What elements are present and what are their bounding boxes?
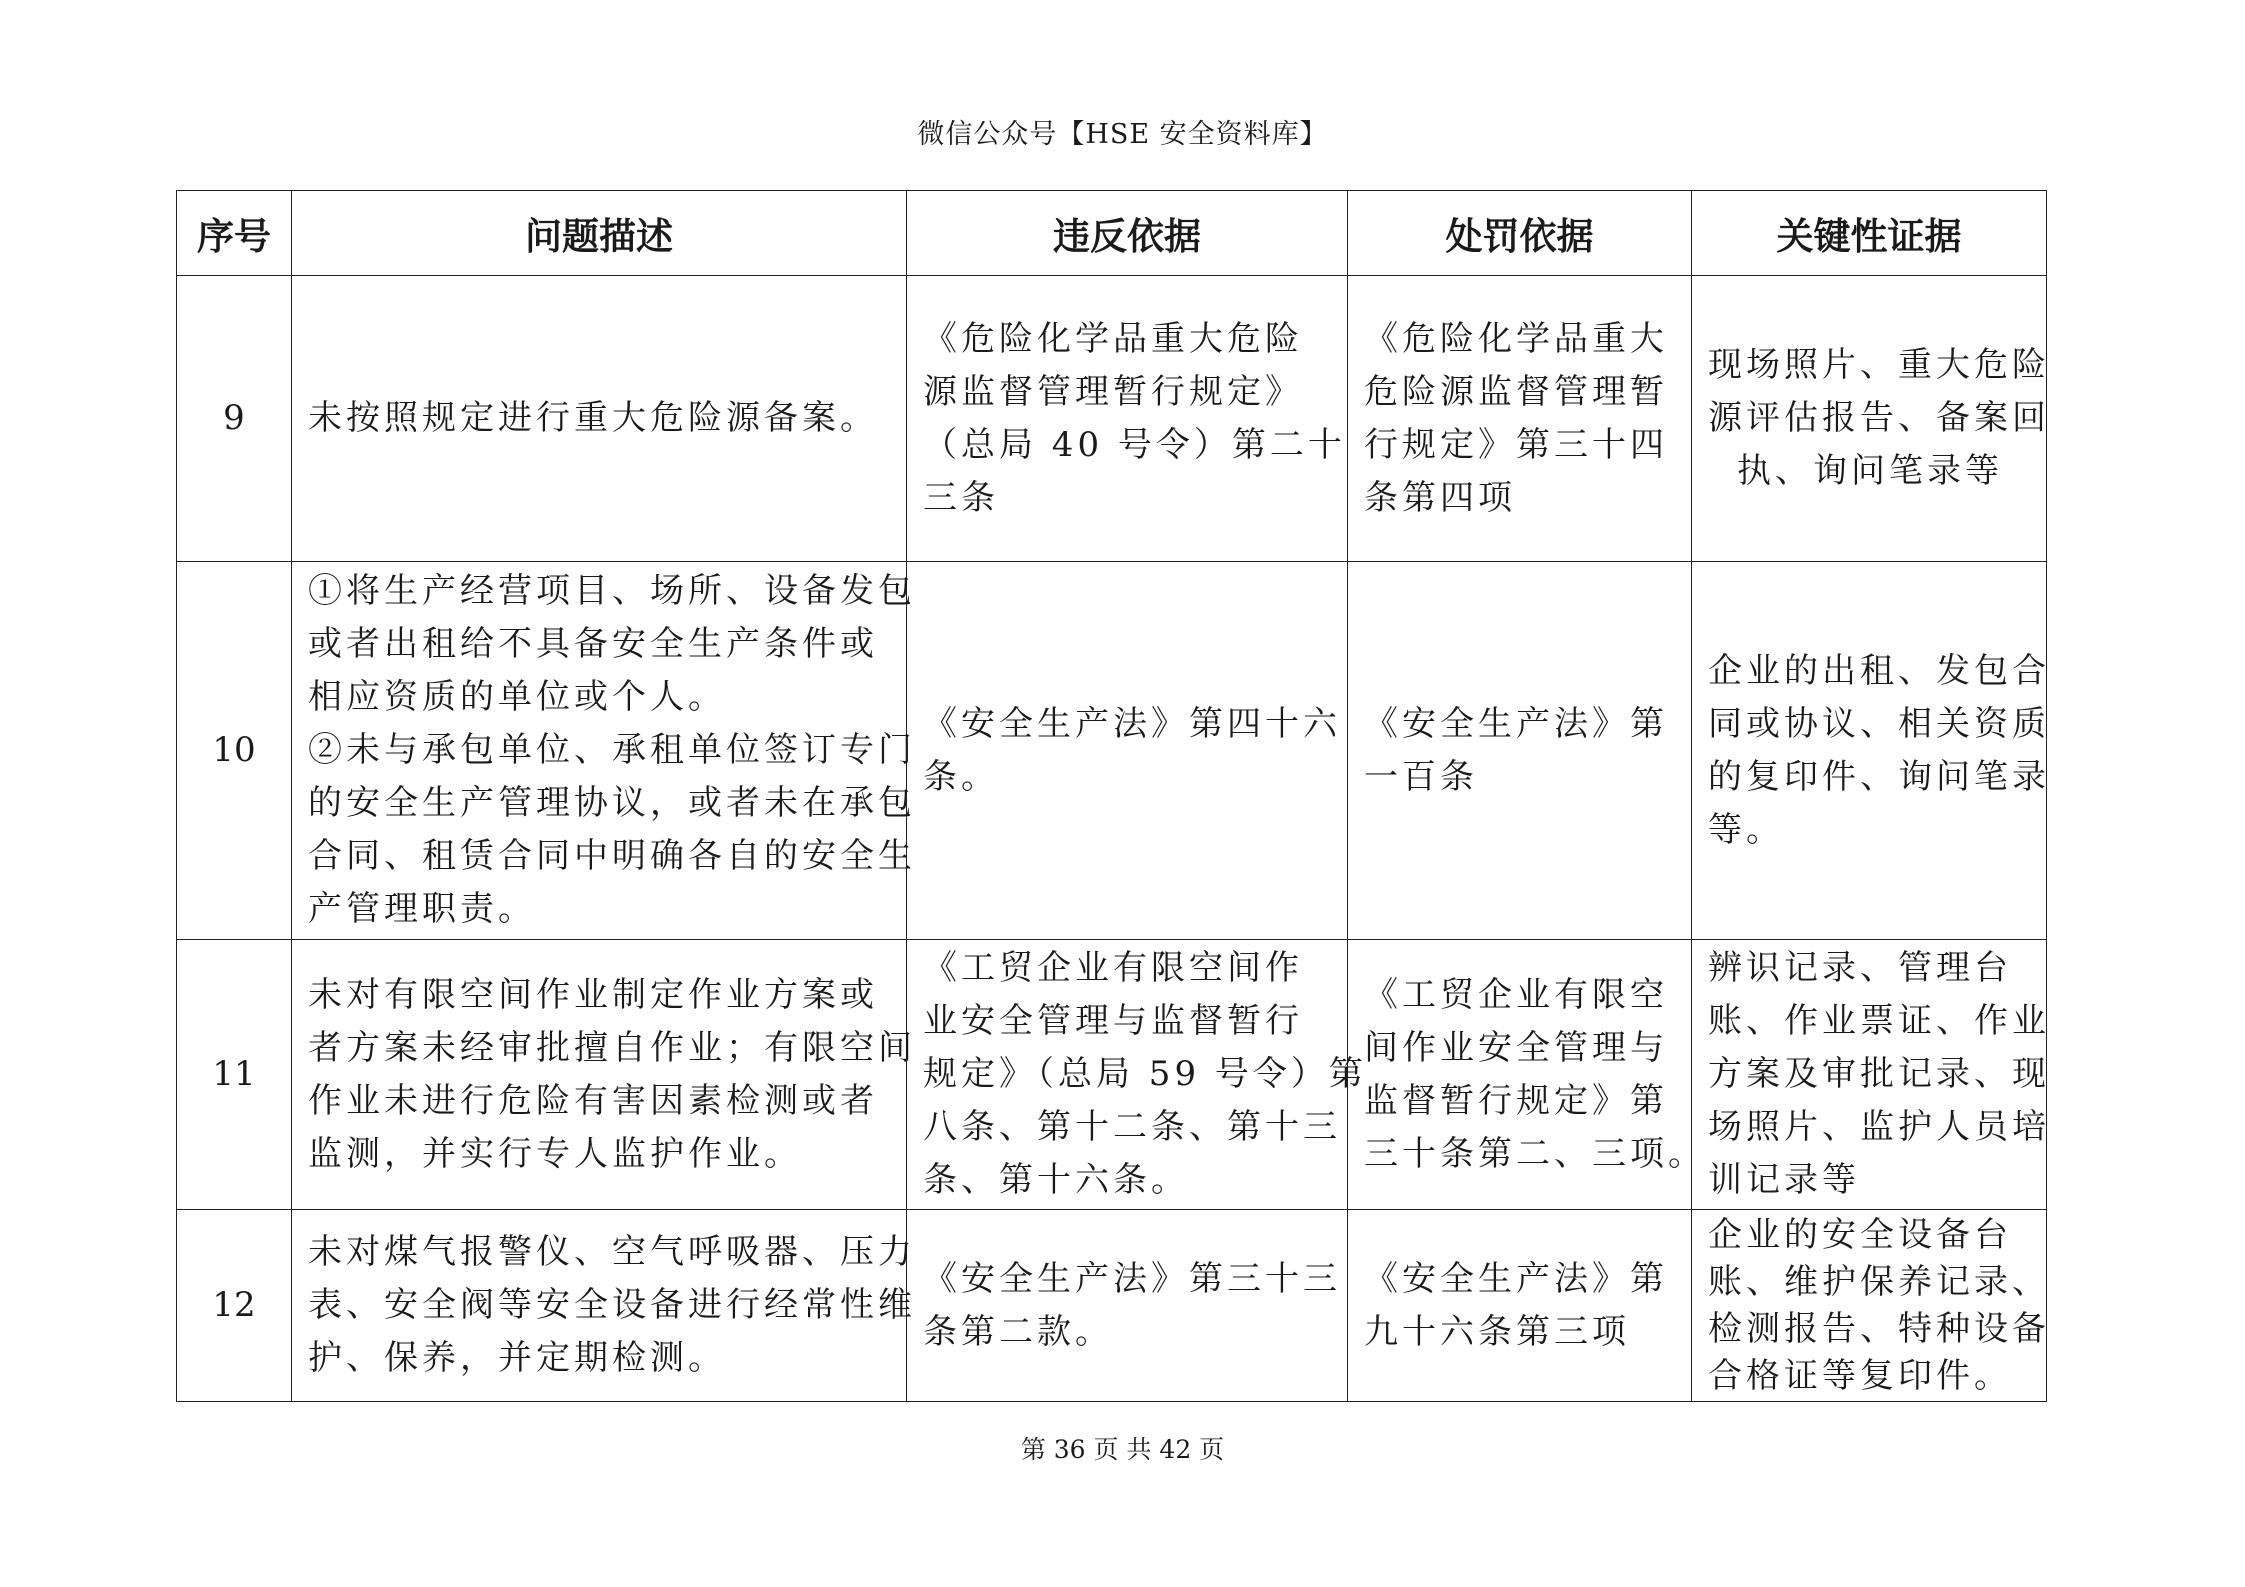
row-penalty-basis (1348, 276, 1692, 562)
row-key-evidence (1692, 562, 2050, 940)
description-line: 护、保养，并定期检测。 (308, 1338, 726, 1378)
header-penalty-basis: 处罚依据 (1348, 191, 1692, 276)
evidence-line: 检测报告、特种设备 (1708, 1308, 2050, 1349)
header-index: 序号 (177, 191, 292, 276)
penalty-line: 一百条 (1364, 756, 1478, 797)
evidence-line: 的复印件、询问笔录 (1708, 756, 2050, 797)
violation-line: 条、第十六条。 (923, 1160, 1189, 1200)
row-index: 10 (177, 562, 292, 940)
page-header: 微信公众号【HSE 安全资料库】 (917, 119, 1328, 150)
evidence-line: 企业的出租、发包合 (1708, 650, 2050, 691)
row-violation-basis (907, 940, 1367, 1210)
row-violation-basis (907, 562, 1348, 940)
row-key-evidence (1692, 940, 2050, 1210)
row-key-evidence (1692, 1210, 2050, 1402)
evidence-line: 辨识记录、管理台 (1708, 948, 2012, 988)
evidence-line: 等。 (1708, 809, 1784, 850)
header-description: 问题描述 (292, 191, 907, 276)
evidence-line: 现场照片、重大危险 (1708, 345, 2050, 385)
row-index: 12 (177, 1210, 292, 1402)
penalty-line: 《安全生产法》第 (1364, 703, 1668, 744)
penalty-line: 行规定》第三十四 (1364, 424, 1668, 465)
evidence-line: 训记录等 (1708, 1160, 1860, 1200)
violation-line: 《危险化学品重大危险 (923, 318, 1303, 359)
penalty-table (176, 190, 2050, 1402)
description-line: 监测，并实行专人监护作业。 (308, 1133, 802, 1174)
row-violation-basis (907, 276, 1348, 562)
row-violation-basis (907, 1210, 1348, 1402)
table-row (177, 276, 2047, 562)
description-line: ②未与承包单位、承租单位签订专门 (308, 730, 916, 770)
penalty-line: 九十六条第三项 (1364, 1311, 1630, 1352)
violation-line: 《工贸企业有限空间作 (923, 948, 1303, 988)
violation-line: 八条、第十二条、第十三 (923, 1107, 1341, 1147)
description-line: 产管理职责。 (308, 889, 536, 929)
row-description (292, 1210, 916, 1402)
description-line: 合同、租赁合同中明确各自的安全生 (308, 836, 916, 876)
table-row (177, 940, 2047, 1210)
penalty-line: 《工贸企业有限空 (1364, 974, 1668, 1015)
evidence-line: 账、作业票证、作业 (1708, 1001, 2050, 1041)
row-penalty-basis (1348, 1210, 1692, 1402)
evidence-line: 场照片、监护人员培 (1708, 1107, 2050, 1147)
table-row (177, 562, 2047, 940)
row-description (292, 940, 916, 1210)
penalty-line: 监督暂行规定》第 (1364, 1080, 1668, 1121)
row-penalty-basis (1348, 562, 1692, 940)
description-line: 未对煤气报警仪、空气呼吸器、压力 (308, 1232, 916, 1272)
description-line: 作业未进行危险有害因素检测或者 (308, 1080, 878, 1121)
violation-line: 业安全管理与监督暂行 (923, 1001, 1303, 1041)
evidence-line: 方案及审批记录、现 (1708, 1054, 2050, 1094)
violation-line: 规定》（总局 59 号令）第 (923, 1054, 1367, 1094)
row-key-evidence (1692, 276, 2050, 562)
table-header-row (177, 191, 2047, 276)
description-line: 相应资质的单位或个人。 (308, 677, 726, 717)
table-row (177, 1210, 2047, 1402)
evidence-line: 源评估报告、备案回 (1708, 398, 2050, 438)
evidence-line: 执、询问笔录等 (1737, 451, 2003, 491)
row-index: 11 (177, 940, 292, 1210)
violation-line: 三条 (923, 477, 999, 518)
violation-line: 条。 (923, 756, 999, 797)
description-line: 或者出租给不具备安全生产条件或 (308, 624, 878, 664)
penalty-line: 《安全生产法》第 (1364, 1258, 1668, 1299)
evidence-line: 账、维护保养记录、 (1708, 1261, 2050, 1302)
description-line: 的安全生产管理协议，或者未在承包 (308, 783, 916, 823)
penalty-line: 《危险化学品重大 (1364, 318, 1668, 359)
penalty-line: 条第四项 (1364, 477, 1516, 518)
description-line: 未按照规定进行重大危险源备案。 (308, 398, 878, 438)
row-penalty-basis (1348, 940, 1706, 1210)
violation-line: 《安全生产法》第四十六 (923, 703, 1341, 744)
header-violation-basis: 违反依据 (907, 191, 1348, 276)
violation-line: （总局 40 号令）第二十 (923, 424, 1346, 465)
penalty-line: 三十条第二、三项。 (1364, 1133, 1706, 1174)
evidence-line: 合格证等复印件。 (1708, 1355, 2012, 1396)
evidence-line: 同或协议、相关资质 (1708, 703, 2050, 744)
header-key-evidence: 关键性证据 (1692, 191, 2047, 276)
row-description (292, 562, 916, 940)
description-line: 者方案未经审批擅自作业；有限空间 (308, 1027, 916, 1068)
page-footer: 第 36 页 共 42 页 (1020, 1435, 1225, 1464)
violation-line: 《安全生产法》第三十三 (923, 1258, 1341, 1299)
description-line: 未对有限空间作业制定作业方案或 (308, 974, 878, 1015)
penalty-line: 危险源监督管理暂 (1364, 371, 1668, 412)
description-line: ①将生产经营项目、场所、设备发包 (308, 571, 916, 611)
violation-line: 条第二款。 (923, 1311, 1113, 1352)
penalty-line: 间作业安全管理与 (1364, 1027, 1668, 1068)
row-index: 9 (177, 276, 292, 562)
description-line: 表、安全阀等安全设备进行经常性维 (308, 1285, 916, 1325)
row-description (292, 276, 907, 562)
evidence-line: 企业的安全设备台 (1708, 1214, 2012, 1255)
violation-line: 源监督管理暂行规定》 (923, 371, 1303, 412)
